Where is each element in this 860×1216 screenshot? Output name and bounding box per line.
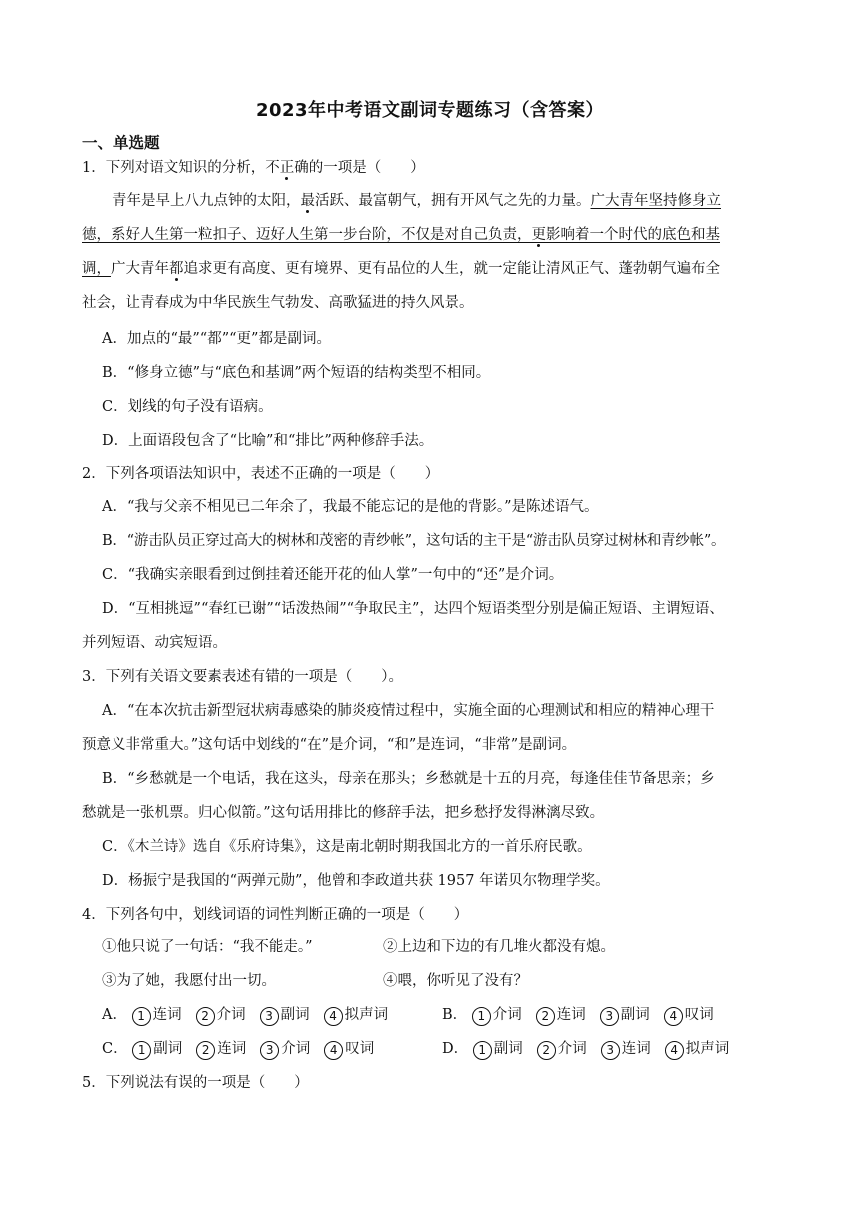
circled-number: 1 (132, 1007, 151, 1026)
choice-label: 连词 (621, 1041, 651, 1057)
circled-number: 4 (664, 1007, 683, 1026)
option-choice (537, 1039, 587, 1060)
circled-number: 2 (537, 1041, 556, 1060)
section-heading: 一、单选题 (82, 134, 160, 152)
q1-option-b[interactable]: B．“修身立德”与“底色和基调”两个短语的结构类型不相同。 (102, 365, 491, 381)
circled-number: 3 (260, 1007, 279, 1026)
q4-sentence-1: ①他只说了一句话：“我不能走。” (102, 939, 313, 955)
option-choice (260, 1005, 310, 1026)
question-5-stem: 5．下列说法有误的一项是（ ） (82, 1075, 309, 1091)
question-2-stem: 2．下列各项语法知识中，表述不正确的一项是（ ） (82, 466, 440, 482)
option-choice (473, 1039, 523, 1060)
passage-line-2: 德，系好人生第一粒扣子、迈好人生第一步台阶，不仅是对自己负责，更影响着一个时代的底色和基 (82, 227, 720, 243)
circled-number: 1 (472, 1007, 491, 1026)
choice-label: 拟声词 (685, 1041, 730, 1057)
q3-option-d[interactable]: D．杨振宁是我国的“两弹元勋”，他曾和李政道共获 1957 年诺贝尔物理学奖。 (102, 873, 610, 889)
option-choice (600, 1005, 650, 1026)
choice-label: 介词 (216, 1007, 246, 1023)
circled-number: 2 (536, 1007, 555, 1026)
question-1-stem: 1．下列对语文知识的分析，不正确的一项是（ ） (82, 160, 425, 176)
circled-number: 3 (260, 1041, 279, 1060)
circled-number: 1 (132, 1041, 151, 1060)
circled-number: 2 (196, 1007, 215, 1026)
choice-label: 连词 (152, 1007, 182, 1023)
emphasis-dots: 不正确 (265, 160, 309, 176)
q4-option-d[interactable]: D． 1 副词 2 介词 3 连词 4 拟声词 (442, 1039, 743, 1060)
option-choice (196, 1005, 246, 1026)
circled-number: 2 (196, 1041, 215, 1060)
option-choice (665, 1039, 730, 1060)
q4-sentence-4: ④喂，你听见了没有？ (383, 973, 528, 989)
document-title: 2023年中考语文副词专题练习（含答案） (255, 100, 605, 121)
option-choice (324, 1039, 374, 1060)
passage-line-3: 调，广大青年都追求更有高度、更有境界、更有品位的人生，就一定能让清风正气、蓬勃朝气遍布全 (82, 261, 720, 277)
choice-label: 介词 (281, 1041, 311, 1057)
q4-sentence-3: ③为了她，我愿付出一切。 (102, 973, 276, 989)
passage-line-4: 社会，让青春成为中华民族生气勃发、高歌猛进的持久风景。 (82, 295, 474, 311)
q2-option-a[interactable]: A．“我与父亲不相见已二年余了，我最不能忘记的是他的背影。”是陈述语气。 (102, 499, 599, 515)
option-choice (132, 1039, 182, 1060)
q1-option-c[interactable]: C．划线的句子没有语病。 (102, 399, 273, 415)
choice-label: 副词 (620, 1007, 650, 1023)
option-choice (324, 1005, 389, 1026)
option-choice (260, 1039, 310, 1060)
passage-line-1: 青年是早上八九点钟的太阳，最活跃、最富朝气，拥有开风气之先的力量。广大青年坚持修身立 (112, 193, 721, 209)
q2-option-c[interactable]: C．“我确实亲眼看到过倒挂着还能开花的仙人掌”一句中的“还”是介词。 (102, 567, 564, 583)
q4-sentence-2: ②上边和下边的有几堆火都没有熄。 (383, 939, 615, 955)
q4-option-a[interactable]: A． 1 连词 2 介词 3 副词 4 拟声词 (102, 1005, 402, 1026)
option-choice (472, 1005, 522, 1026)
choice-label: 副词 (153, 1041, 183, 1057)
choice-label: 副词 (493, 1041, 523, 1057)
q2-option-b[interactable]: B．“游击队员正穿过高大的树林和茂密的青纱帐”，这句话的主干是“游击队员穿过树林和青纱帐”。 (102, 533, 726, 549)
option-choice (601, 1039, 651, 1060)
q2-option-d[interactable]: D．“互相挑逗”“春红已谢”“话泼热闹”“争取民主”，达四个短语类型分别是偏正短语、主谓短语、 (102, 601, 724, 617)
circled-number: 1 (473, 1041, 492, 1060)
choice-label: 介词 (492, 1007, 522, 1023)
q1-option-a[interactable]: A．加点的“最”“都”“更”都是副词。 (102, 331, 331, 347)
choice-label: 连词 (217, 1041, 247, 1057)
choice-label: 副词 (280, 1007, 310, 1023)
underlined-sentence: 广大青年坚持修身立 (590, 193, 721, 209)
choice-label: 拟声词 (344, 1007, 389, 1023)
choice-label: 叹词 (684, 1007, 714, 1023)
choice-label: 介词 (557, 1041, 587, 1057)
option-choice (196, 1039, 246, 1060)
option-choice (536, 1005, 586, 1026)
circled-number: 3 (600, 1007, 619, 1026)
q3-option-a[interactable]: A．“在本次抗击新型冠状病毒感染的肺炎疫情过程中，实施全面的心理测试和相应的精神心理干 (102, 703, 715, 719)
choice-label: 叹词 (345, 1041, 375, 1057)
q4-option-c[interactable]: C． 1 副词 2 连词 3 介词 4 叹词 (102, 1039, 388, 1060)
q2-option-d-cont: 并列短语、动宾短语。 (82, 635, 227, 651)
choice-label: 连词 (556, 1007, 586, 1023)
circled-number: 4 (324, 1041, 343, 1060)
circled-number: 4 (665, 1041, 684, 1060)
question-4-stem: 4．下列各句中，划线词语的词性判断正确的一项是（ ） (82, 907, 469, 923)
option-choice (132, 1005, 182, 1026)
q3-option-c[interactable]: C．《木兰诗》选自《乐府诗集》，这是南北朝时期我国北方的一首乐府民歌。 (102, 839, 592, 855)
question-3-stem: 3．下列有关语文要素表述有错的一项是（ ）。 (82, 669, 403, 685)
q3-option-b[interactable]: B．“乡愁就是一个电话，我在这头，母亲在那头；乡愁就是十五的月亮，每逢佳佳节备思亲；乡 (102, 771, 715, 787)
option-choice (664, 1005, 714, 1026)
q1-option-d[interactable]: D．上面语段包含了“比喻”和“排比”两种修辞手法。 (102, 433, 434, 449)
q3-option-b-cont: 愁就是一张机票。归心似箭。”这句话用排比的修辞手法，把乡愁抒发得淋漓尽致。 (82, 805, 605, 821)
circled-number: 4 (324, 1007, 343, 1026)
q4-option-b[interactable]: B． 1 介词 2 连词 3 副词 4 叹词 (442, 1005, 728, 1026)
q3-option-a-cont: 预意义非常重大。”这句话中划线的“在”是介词，“和”是连词，“非常”是副词。 (82, 737, 577, 753)
circled-number: 3 (601, 1041, 620, 1060)
